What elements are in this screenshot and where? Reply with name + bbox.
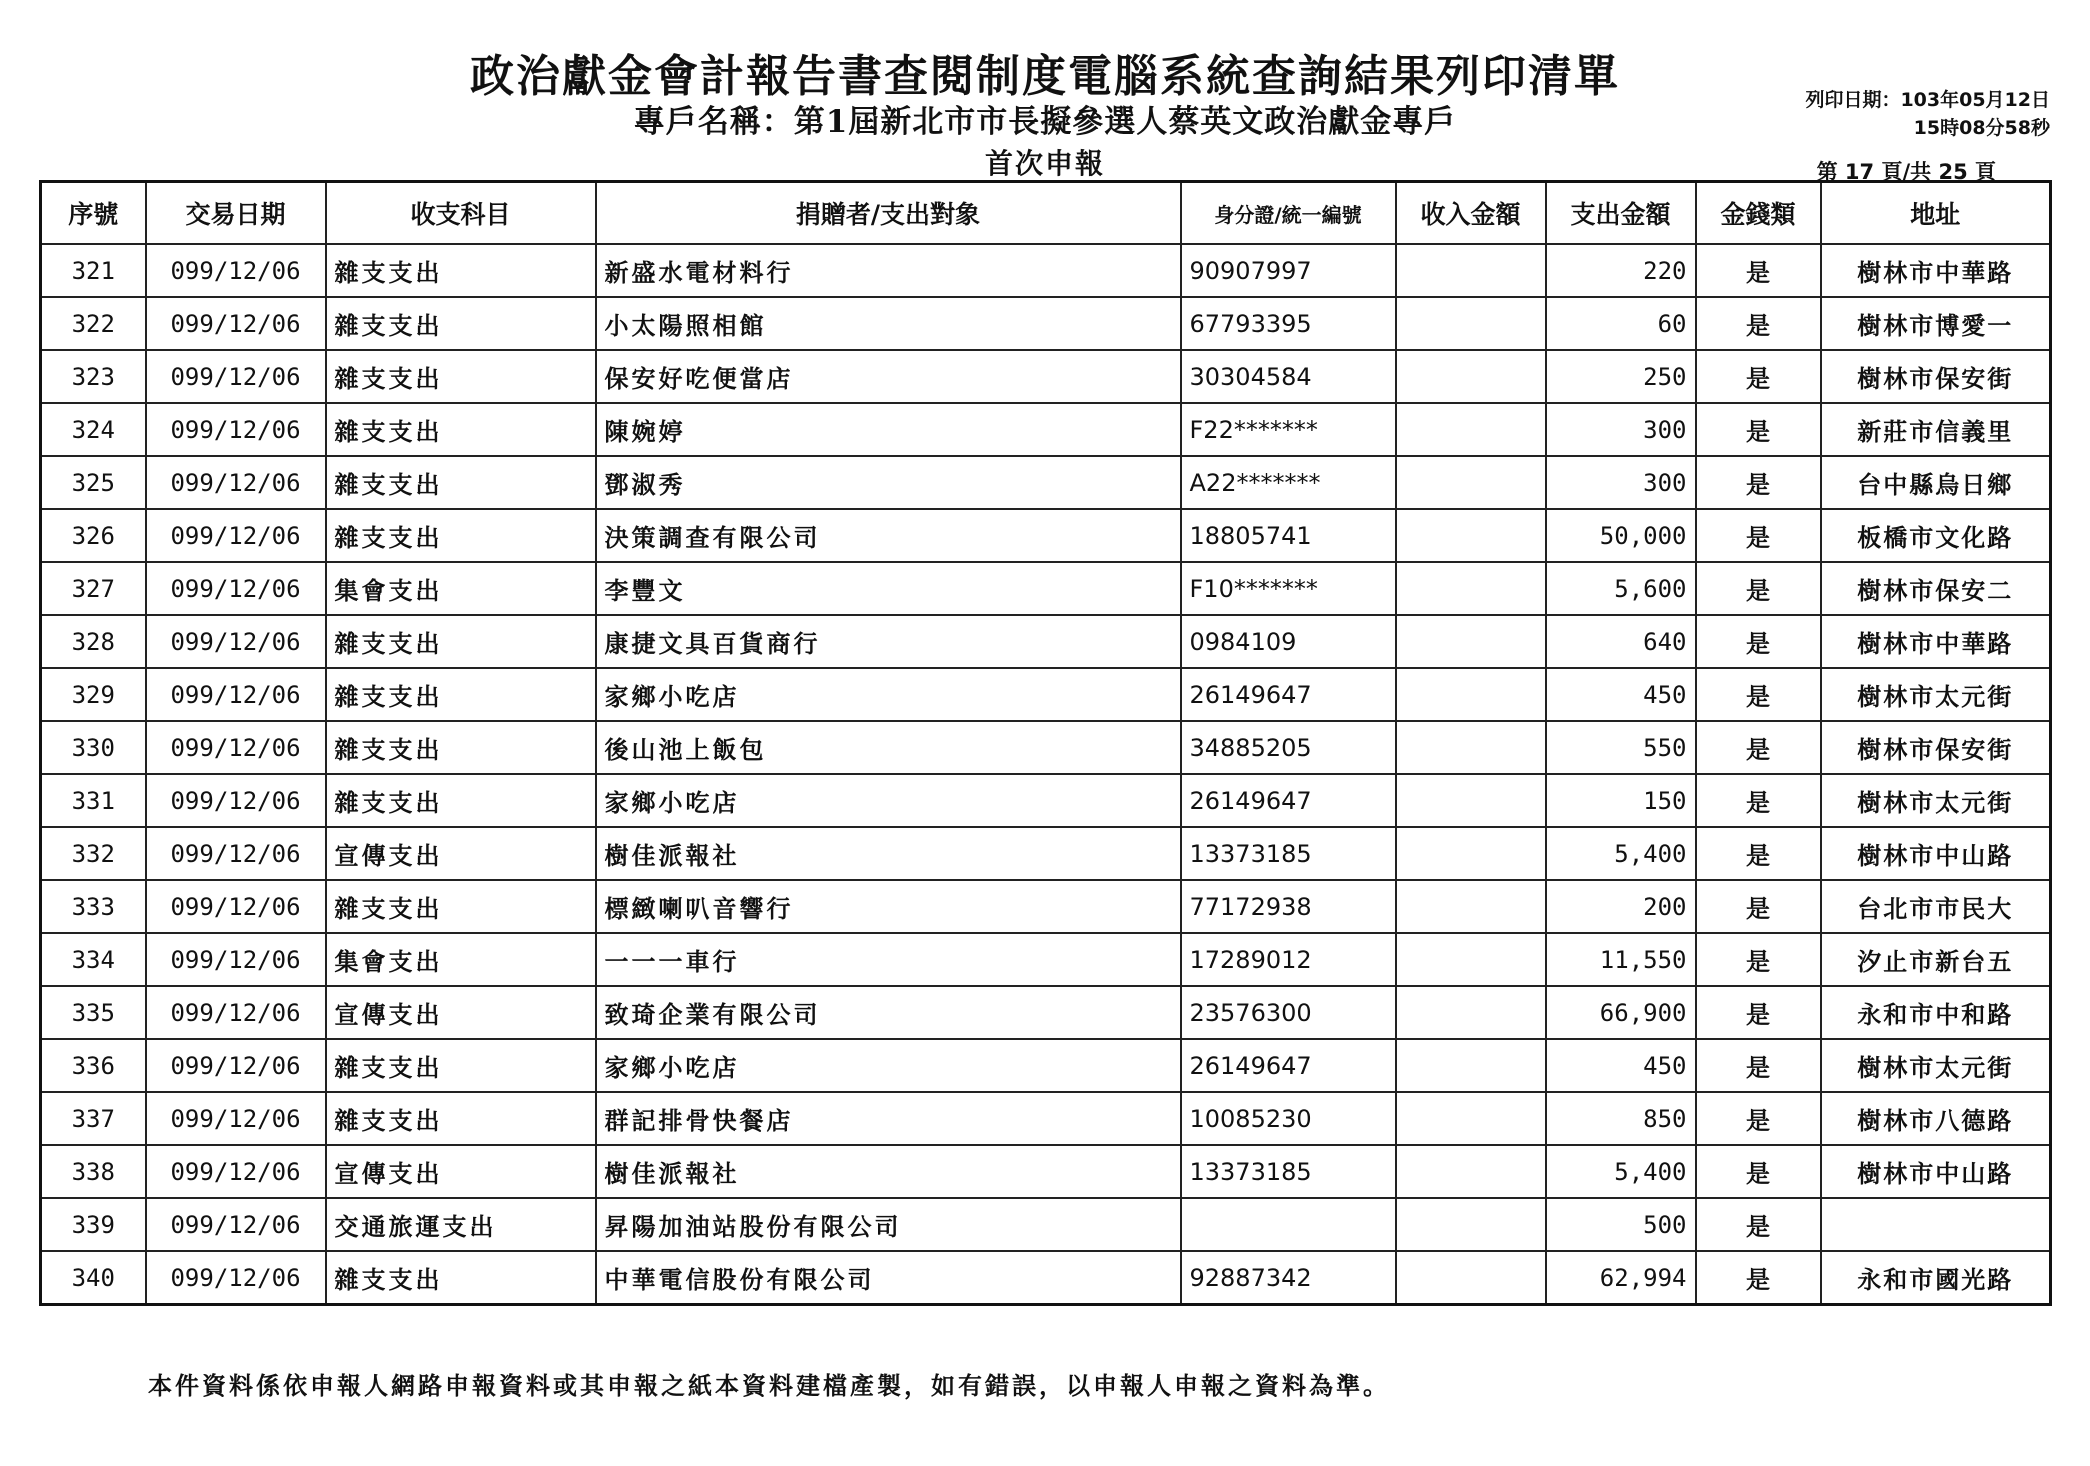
row-category: 雜支支出 — [326, 774, 596, 827]
row-id-number: 77172938 — [1181, 880, 1396, 933]
row-payee: 保安好吃便當店 — [596, 350, 1181, 403]
row-income — [1396, 774, 1546, 827]
row-expense: 5,400 — [1546, 1145, 1696, 1198]
row-id-number: 0984109 — [1181, 615, 1396, 668]
row-cash-flag: 是 — [1696, 350, 1821, 403]
row-seq: 325 — [41, 456, 146, 509]
report-type: 首次申報 — [984, 147, 1105, 180]
row-payee: 樹佳派報社 — [596, 1145, 1181, 1198]
row-date: 099/12/06 — [146, 721, 326, 774]
row-payee: 家鄉小吃店 — [596, 774, 1181, 827]
row-seq: 335 — [41, 986, 146, 1039]
row-address: 樹林市保安二 — [1821, 562, 2051, 615]
row-income — [1396, 827, 1546, 880]
row-cash-flag: 是 — [1696, 456, 1821, 509]
row-date: 099/12/06 — [146, 562, 326, 615]
table-row — [41, 456, 2051, 509]
row-cash-flag: 是 — [1696, 509, 1821, 562]
row-category: 宣傳支出 — [326, 1145, 596, 1198]
row-id-number: 18805741 — [1181, 509, 1396, 562]
print-time: 15時08分58秒 — [1913, 117, 2050, 139]
table-row — [41, 721, 2051, 774]
row-address: 汐止市新台五 — [1821, 933, 2051, 986]
row-date: 099/12/06 — [146, 1251, 326, 1305]
row-expense: 11,550 — [1546, 933, 1696, 986]
table-row — [41, 615, 2051, 668]
row-category: 雜支支出 — [326, 350, 596, 403]
row-payee: 家鄉小吃店 — [596, 668, 1181, 721]
row-expense: 300 — [1546, 403, 1696, 456]
row-id-number: 90907997 — [1181, 244, 1396, 297]
row-cash-flag: 是 — [1696, 1092, 1821, 1145]
row-payee: 新盛水電材料行 — [596, 244, 1181, 297]
row-cash-flag: 是 — [1696, 933, 1821, 986]
row-seq: 322 — [41, 297, 146, 350]
row-income — [1396, 1092, 1546, 1145]
row-seq: 339 — [41, 1198, 146, 1251]
column-header-income: 收入金額 — [1396, 182, 1546, 245]
transaction-table — [39, 180, 2052, 1306]
row-category: 雜支支出 — [326, 1092, 596, 1145]
row-payee: 李豐文 — [596, 562, 1181, 615]
row-income — [1396, 509, 1546, 562]
column-header-cash: 金錢類 — [1696, 182, 1821, 245]
row-seq: 330 — [41, 721, 146, 774]
row-address — [1821, 1198, 2051, 1251]
row-income — [1396, 615, 1546, 668]
row-date: 099/12/06 — [146, 668, 326, 721]
row-id-number: 13373185 — [1181, 1145, 1396, 1198]
row-cash-flag: 是 — [1696, 297, 1821, 350]
row-date: 099/12/06 — [146, 1039, 326, 1092]
row-payee: 標緻喇叭音響行 — [596, 880, 1181, 933]
row-income — [1396, 1145, 1546, 1198]
table-row — [41, 1198, 2051, 1251]
row-expense: 5,400 — [1546, 827, 1696, 880]
row-cash-flag: 是 — [1696, 721, 1821, 774]
table-header-row — [41, 182, 2051, 245]
row-seq: 327 — [41, 562, 146, 615]
row-expense: 50,000 — [1546, 509, 1696, 562]
row-category: 雜支支出 — [326, 668, 596, 721]
row-payee: 群記排骨快餐店 — [596, 1092, 1181, 1145]
table-row — [41, 1145, 2051, 1198]
row-cash-flag: 是 — [1696, 827, 1821, 880]
account-name: 專戶名稱：第1屆新北市市長擬參選人蔡英文政治獻金專戶 — [633, 104, 1457, 140]
row-cash-flag: 是 — [1696, 1145, 1821, 1198]
row-seq: 324 — [41, 403, 146, 456]
row-category: 雜支支出 — [326, 509, 596, 562]
row-cash-flag: 是 — [1696, 562, 1821, 615]
row-category: 雜支支出 — [326, 1039, 596, 1092]
row-category: 雜支支出 — [326, 244, 596, 297]
row-seq: 340 — [41, 1251, 146, 1305]
row-category: 雜支支出 — [326, 880, 596, 933]
row-cash-flag: 是 — [1696, 403, 1821, 456]
table-row — [41, 986, 2051, 1039]
row-expense: 500 — [1546, 1198, 1696, 1251]
row-expense: 450 — [1546, 668, 1696, 721]
row-seq: 334 — [41, 933, 146, 986]
row-address: 永和市中和路 — [1821, 986, 2051, 1039]
row-id-number: 23576300 — [1181, 986, 1396, 1039]
row-cash-flag: 是 — [1696, 1198, 1821, 1251]
table-row — [41, 933, 2051, 986]
table-row — [41, 509, 2051, 562]
table-row — [41, 403, 2051, 456]
row-address: 樹林市太元街 — [1821, 668, 2051, 721]
row-income — [1396, 456, 1546, 509]
row-expense: 640 — [1546, 615, 1696, 668]
row-payee: 中華電信股份有限公司 — [596, 1251, 1181, 1305]
row-expense: 5,600 — [1546, 562, 1696, 615]
column-header-expense: 支出金額 — [1546, 182, 1696, 245]
row-id-number: 26149647 — [1181, 668, 1396, 721]
row-cash-flag: 是 — [1696, 774, 1821, 827]
row-seq: 329 — [41, 668, 146, 721]
row-expense: 200 — [1546, 880, 1696, 933]
row-income — [1396, 244, 1546, 297]
row-category: 集會支出 — [326, 933, 596, 986]
table-row — [41, 1039, 2051, 1092]
row-cash-flag: 是 — [1696, 880, 1821, 933]
row-category: 雜支支出 — [326, 721, 596, 774]
column-header-category: 收支科目 — [326, 182, 596, 245]
row-id-number: 10085230 — [1181, 1092, 1396, 1145]
row-address: 樹林市保安街 — [1821, 721, 2051, 774]
row-id-number: 26149647 — [1181, 1039, 1396, 1092]
table-row — [41, 668, 2051, 721]
row-date: 099/12/06 — [146, 1145, 326, 1198]
row-date: 099/12/06 — [146, 244, 326, 297]
row-income — [1396, 562, 1546, 615]
row-category: 集會支出 — [326, 562, 596, 615]
print-info — [1805, 86, 2050, 142]
row-payee: 陳婉婷 — [596, 403, 1181, 456]
row-income — [1396, 721, 1546, 774]
table-row — [41, 1251, 2051, 1305]
row-cash-flag: 是 — [1696, 244, 1821, 297]
row-payee: 鄧淑秀 — [596, 456, 1181, 509]
row-payee: 家鄉小吃店 — [596, 1039, 1181, 1092]
row-cash-flag: 是 — [1696, 1251, 1821, 1305]
row-id-number — [1181, 1198, 1396, 1251]
row-income — [1396, 933, 1546, 986]
row-payee: 後山池上飯包 — [596, 721, 1181, 774]
row-address: 台中縣烏日鄉 — [1821, 456, 2051, 509]
row-expense: 250 — [1546, 350, 1696, 403]
row-payee: 決策調查有限公司 — [596, 509, 1181, 562]
row-date: 099/12/06 — [146, 933, 326, 986]
row-id-number: F22******* — [1181, 403, 1396, 456]
row-seq: 328 — [41, 615, 146, 668]
table-row — [41, 244, 2051, 297]
row-date: 099/12/06 — [146, 827, 326, 880]
footer-note: 本件資料係依申報人網路申報資料或其申報之紙本資料建檔產製，如有錯誤，以申報人申報之資料為準。 — [148, 1371, 1390, 1400]
row-category: 雜支支出 — [326, 403, 596, 456]
table-row — [41, 562, 2051, 615]
row-income — [1396, 1039, 1546, 1092]
row-seq: 332 — [41, 827, 146, 880]
table-row — [41, 350, 2051, 403]
row-date: 099/12/06 — [146, 297, 326, 350]
row-id-number: F10******* — [1181, 562, 1396, 615]
row-address: 台北市市民大 — [1821, 880, 2051, 933]
row-payee: 小太陽照相館 — [596, 297, 1181, 350]
row-category: 雜支支出 — [326, 1251, 596, 1305]
row-category: 宣傳支出 — [326, 827, 596, 880]
row-address: 樹林市中山路 — [1821, 827, 2051, 880]
row-category: 交通旅運支出 — [326, 1198, 596, 1251]
row-date: 099/12/06 — [146, 1092, 326, 1145]
table-row — [41, 297, 2051, 350]
row-address: 永和市國光路 — [1821, 1251, 2051, 1305]
row-expense: 450 — [1546, 1039, 1696, 1092]
row-expense: 62,994 — [1546, 1251, 1696, 1305]
row-expense: 300 — [1546, 456, 1696, 509]
table-row — [41, 880, 2051, 933]
row-date: 099/12/06 — [146, 880, 326, 933]
row-expense: 60 — [1546, 297, 1696, 350]
row-category: 雜支支出 — [326, 615, 596, 668]
column-header-seq: 序號 — [41, 182, 146, 245]
row-payee: 昇陽加油站股份有限公司 — [596, 1198, 1181, 1251]
row-expense: 850 — [1546, 1092, 1696, 1145]
row-cash-flag: 是 — [1696, 1039, 1821, 1092]
row-expense: 220 — [1546, 244, 1696, 297]
row-address: 新莊市信義里 — [1821, 403, 2051, 456]
row-id-number: 34885205 — [1181, 721, 1396, 774]
table-row — [41, 774, 2051, 827]
row-category: 宣傳支出 — [326, 986, 596, 1039]
row-id-number: A22******* — [1181, 456, 1396, 509]
row-cash-flag: 是 — [1696, 986, 1821, 1039]
row-address: 樹林市博愛一 — [1821, 297, 2051, 350]
column-header-date: 交易日期 — [146, 182, 326, 245]
page-indicator: 第 17 頁/共 25 頁 — [1816, 160, 1996, 184]
table-row — [41, 1092, 2051, 1145]
row-payee: 樹佳派報社 — [596, 827, 1181, 880]
column-header-address: 地址 — [1821, 182, 2051, 245]
column-header-payee: 捐贈者/支出對象 — [596, 182, 1181, 245]
row-income — [1396, 1198, 1546, 1251]
row-address: 樹林市保安街 — [1821, 350, 2051, 403]
row-seq: 326 — [41, 509, 146, 562]
row-address: 樹林市太元街 — [1821, 774, 2051, 827]
row-seq: 321 — [41, 244, 146, 297]
row-cash-flag: 是 — [1696, 615, 1821, 668]
row-payee: 致琦企業有限公司 — [596, 986, 1181, 1039]
row-expense: 150 — [1546, 774, 1696, 827]
row-date: 099/12/06 — [146, 774, 326, 827]
row-address: 樹林市八德路 — [1821, 1092, 2051, 1145]
row-date: 099/12/06 — [146, 509, 326, 562]
row-seq: 336 — [41, 1039, 146, 1092]
row-date: 099/12/06 — [146, 1198, 326, 1251]
row-address: 樹林市中華路 — [1821, 615, 2051, 668]
row-address: 板橋市文化路 — [1821, 509, 2051, 562]
table-row — [41, 827, 2051, 880]
row-income — [1396, 297, 1546, 350]
row-seq: 338 — [41, 1145, 146, 1198]
row-cash-flag: 是 — [1696, 668, 1821, 721]
table-body — [41, 244, 2051, 1305]
row-category: 雜支支出 — [326, 297, 596, 350]
row-address: 樹林市中山路 — [1821, 1145, 2051, 1198]
row-expense: 66,900 — [1546, 986, 1696, 1039]
row-date: 099/12/06 — [146, 403, 326, 456]
row-id-number: 26149647 — [1181, 774, 1396, 827]
row-expense: 550 — [1546, 721, 1696, 774]
row-payee: 一一一車行 — [596, 933, 1181, 986]
row-id-number: 67793395 — [1181, 297, 1396, 350]
row-date: 099/12/06 — [146, 350, 326, 403]
row-id-number: 17289012 — [1181, 933, 1396, 986]
row-category: 雜支支出 — [326, 456, 596, 509]
row-date: 099/12/06 — [146, 986, 326, 1039]
row-income — [1396, 880, 1546, 933]
column-header-id: 身分證/統一編號 — [1181, 182, 1396, 245]
row-seq: 333 — [41, 880, 146, 933]
row-income — [1396, 403, 1546, 456]
row-payee: 康捷文具百貨商行 — [596, 615, 1181, 668]
row-seq: 337 — [41, 1092, 146, 1145]
row-date: 099/12/06 — [146, 615, 326, 668]
page-title: 政治獻金會計報告書查閱制度電腦系統查詢結果列印清單 — [470, 51, 1620, 102]
row-id-number: 13373185 — [1181, 827, 1396, 880]
row-seq: 323 — [41, 350, 146, 403]
row-id-number: 92887342 — [1181, 1251, 1396, 1305]
row-id-number: 30304584 — [1181, 350, 1396, 403]
row-income — [1396, 350, 1546, 403]
print-date: 列印日期：103年05月12日 — [1805, 89, 2050, 111]
row-income — [1396, 1251, 1546, 1305]
row-income — [1396, 668, 1546, 721]
row-address: 樹林市太元街 — [1821, 1039, 2051, 1092]
row-seq: 331 — [41, 774, 146, 827]
row-income — [1396, 986, 1546, 1039]
row-address: 樹林市中華路 — [1821, 244, 2051, 297]
row-date: 099/12/06 — [146, 456, 326, 509]
